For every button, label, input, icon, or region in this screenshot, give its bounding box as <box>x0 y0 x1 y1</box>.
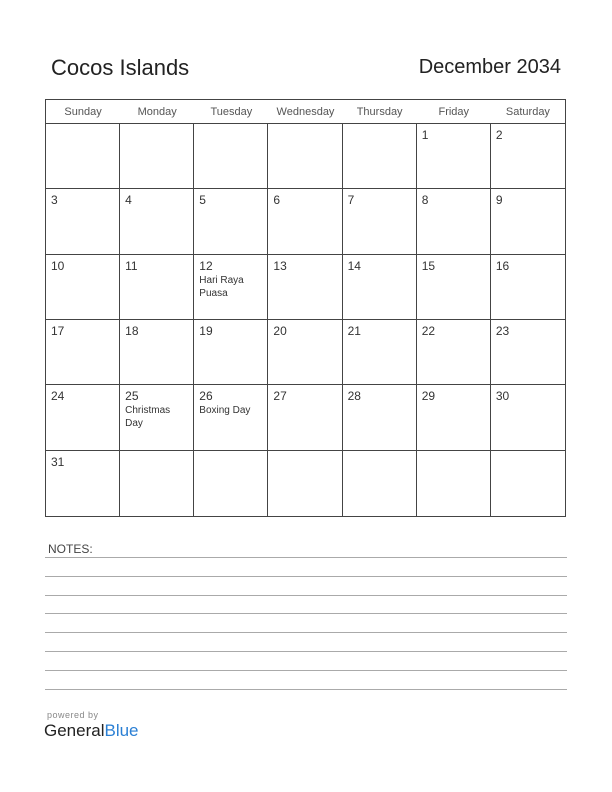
holiday-label: Hari Raya Puasa <box>199 274 244 299</box>
day-number: 1 <box>421 128 429 142</box>
day-cell <box>120 189 194 254</box>
weekday-header: Monday <box>120 100 194 124</box>
day-cell <box>194 385 268 450</box>
day-cell <box>120 255 194 320</box>
day-cell <box>268 124 342 189</box>
day-number: 16 <box>495 258 510 273</box>
day-cell <box>268 385 342 450</box>
day-number: 29 <box>421 389 436 404</box>
note-line <box>45 670 567 671</box>
day-number: 19 <box>199 324 213 338</box>
note-line <box>45 576 567 577</box>
day-cell <box>343 451 417 516</box>
day-cell <box>491 255 565 320</box>
day-number: 23 <box>495 324 510 338</box>
day-cell <box>46 124 120 189</box>
day-cell <box>417 320 491 385</box>
day-cell <box>268 255 342 320</box>
day-cell <box>194 124 268 189</box>
day-cell <box>417 385 491 450</box>
day-cell <box>268 451 342 516</box>
day-cell <box>343 385 417 450</box>
calendar-grid <box>45 99 566 517</box>
weekday-header: Thursday <box>343 100 417 124</box>
day-cell <box>46 189 120 254</box>
weekday-header: Sunday <box>46 100 120 124</box>
day-number: 14 <box>347 258 361 273</box>
powered-by-text: powered by <box>47 710 99 720</box>
day-cell <box>491 189 565 254</box>
brand-blue: Blue <box>104 721 139 740</box>
day-number: 21 <box>347 324 361 338</box>
day-cell <box>491 124 565 189</box>
calendar-title: Cocos Islands <box>51 55 190 80</box>
day-cell <box>268 320 342 385</box>
day-number: 7 <box>347 193 355 208</box>
note-line <box>45 557 567 558</box>
day-cell <box>343 255 417 320</box>
day-number: 28 <box>347 389 361 404</box>
day-number: 15 <box>421 258 436 273</box>
weekday-header: Tuesday <box>194 100 268 124</box>
day-cell <box>194 320 268 385</box>
generalblue-logo[interactable] <box>44 721 139 741</box>
day-number: 20 <box>273 324 287 338</box>
day-number: 24 <box>51 389 65 404</box>
day-cell <box>194 451 268 516</box>
day-cell <box>417 189 491 254</box>
day-cell <box>194 189 268 254</box>
day-cell <box>417 124 491 189</box>
day-cell <box>120 451 194 516</box>
notes-label: NOTES: <box>48 542 93 556</box>
note-line <box>45 613 567 614</box>
brand-general: General <box>44 721 105 740</box>
holiday-label: Christmas Day <box>125 405 171 430</box>
weekday-header: Saturday <box>491 100 565 124</box>
day-cell <box>46 255 120 320</box>
day-cell <box>46 320 120 385</box>
weekday-header: Wednesday <box>268 100 342 124</box>
day-number: 5 <box>199 193 206 208</box>
day-number: 4 <box>125 193 132 208</box>
day-number: 8 <box>421 193 429 208</box>
day-cell <box>194 255 268 320</box>
day-cell <box>343 189 417 254</box>
day-cell <box>491 320 565 385</box>
note-line <box>45 595 567 596</box>
day-number: 26 <box>199 389 213 404</box>
day-number: 22 <box>421 324 436 338</box>
day-cell <box>268 189 342 254</box>
day-cell <box>120 385 194 450</box>
day-number: 3 <box>51 193 58 208</box>
day-cell <box>46 385 120 450</box>
calendar-month: December 2034 <box>418 56 561 78</box>
day-number: 12 <box>199 258 213 273</box>
weekday-header: Friday <box>417 100 491 124</box>
day-number: 2 <box>495 128 503 142</box>
day-number: 6 <box>273 193 281 208</box>
day-number: 25 <box>125 389 139 404</box>
day-number: 9 <box>495 193 503 208</box>
day-cell <box>491 451 565 516</box>
day-cell <box>343 320 417 385</box>
day-cell <box>120 124 194 189</box>
day-number: 18 <box>125 324 139 338</box>
day-cell <box>120 320 194 385</box>
day-cell <box>343 124 417 189</box>
day-cell <box>46 451 120 516</box>
day-cell <box>491 385 565 450</box>
day-cell <box>417 255 491 320</box>
day-number: 31 <box>51 454 65 469</box>
holiday-label: Boxing Day <box>199 405 251 417</box>
note-line <box>45 651 567 652</box>
note-line <box>45 632 567 633</box>
day-number: 27 <box>273 389 287 404</box>
day-number: 11 <box>125 258 138 273</box>
day-cell <box>417 451 491 516</box>
day-number: 10 <box>51 258 65 273</box>
day-number: 13 <box>273 258 287 273</box>
day-number: 30 <box>495 389 510 404</box>
note-line <box>45 689 567 690</box>
day-number: 17 <box>51 324 65 338</box>
